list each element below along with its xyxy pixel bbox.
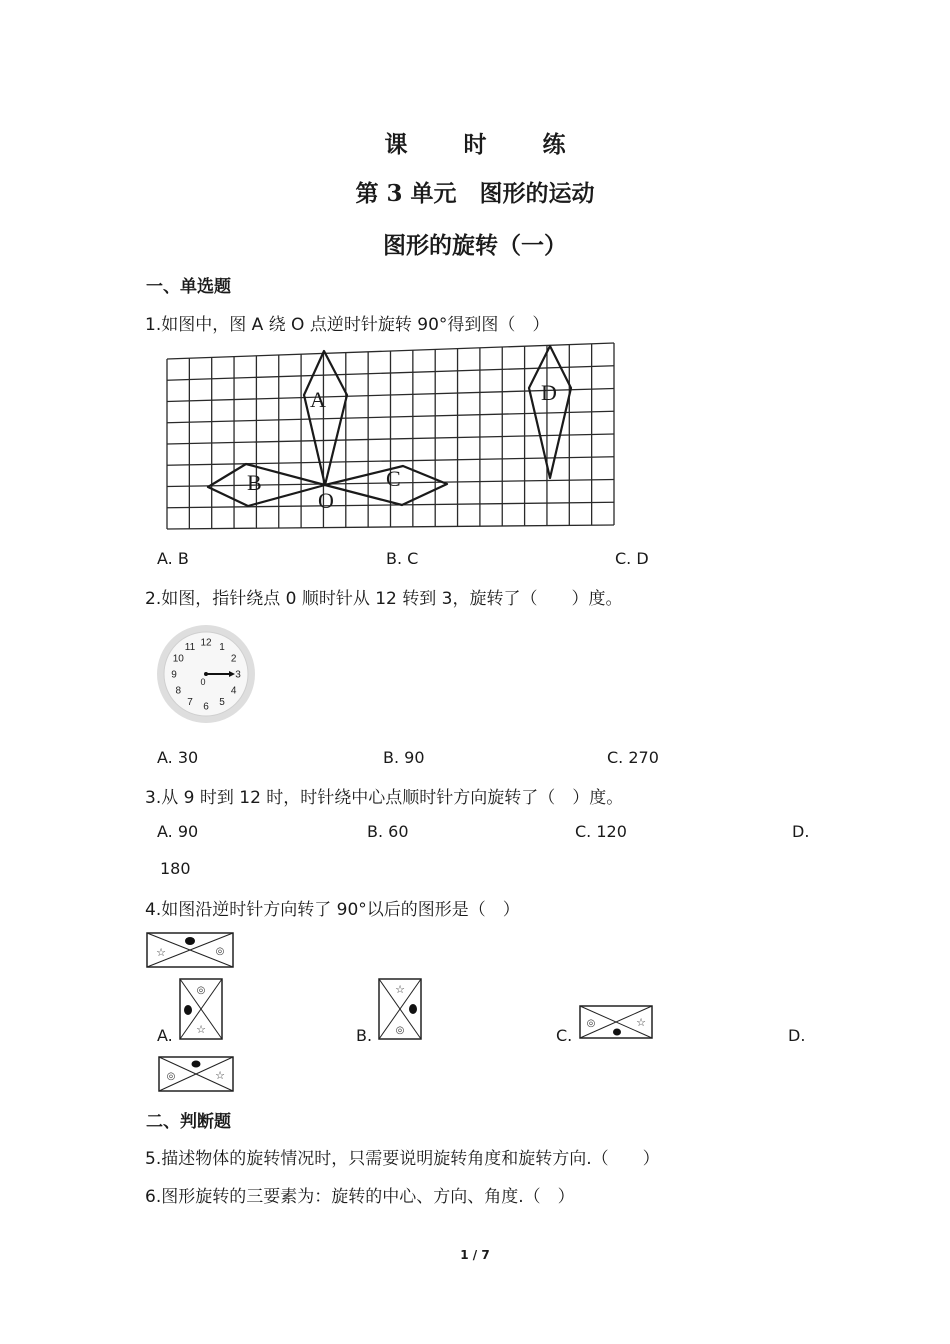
figure-label-c: C (386, 466, 401, 491)
figure-label-a: A (310, 387, 326, 412)
q4-option-d[interactable]: D. (788, 1026, 806, 1045)
shape-a (304, 351, 347, 485)
question-1-text: 1.如图中，图 A 绕 O 点逆时针旋转 90°得到图（ ） (145, 315, 550, 335)
q3-option-c[interactable]: C. 120 (575, 822, 627, 841)
star-icon: ☆ (395, 983, 405, 996)
clock-number: 10 (172, 653, 184, 665)
target-icon: ◎ (196, 985, 206, 996)
question-6-text: 6.图形旋转的三要素为：旋转的中心、方向、角度.（ ） (145, 1187, 575, 1207)
figure-label-b: B (247, 470, 262, 495)
star-icon: ☆ (196, 1023, 206, 1036)
clock-number: 8 (175, 685, 182, 697)
question-2-text: 2.如图，指针绕点 0 顺时针从 12 转到 3，旋转了（ ）度。 (145, 589, 623, 609)
q2-option-c[interactable]: C. 270 (607, 748, 659, 767)
clock-number: 7 (187, 697, 193, 709)
q2-option-b[interactable]: B. 90 (383, 748, 425, 767)
question-2-clock (156, 624, 256, 724)
target-icon: ◎ (215, 946, 225, 957)
clock-number: 9 (171, 669, 177, 681)
question-4-original-figure (146, 932, 234, 968)
page-number: 1 / 7 (460, 1248, 490, 1262)
q4-option-d-figure[interactable] (158, 1056, 234, 1092)
target-icon: ◎ (395, 1025, 405, 1036)
dot-icon (409, 1004, 417, 1014)
clock-number: 3 (235, 669, 241, 681)
q3-option-d[interactable]: D. (792, 822, 810, 841)
question-1-grid-figure (158, 340, 618, 535)
clock-number: 11 (184, 641, 196, 653)
section-single-choice: 一、单选题 (146, 277, 231, 297)
dot-icon (192, 1061, 201, 1068)
q1-option-a[interactable]: A. B (157, 549, 189, 568)
target-icon: ◎ (166, 1071, 176, 1082)
star-icon: ☆ (156, 946, 166, 959)
q4-option-c[interactable]: C. (556, 1026, 573, 1045)
q1-option-c[interactable]: C. D (615, 549, 649, 568)
question-5-text: 5.描述物体的旋转情况时，只需要说明旋转角度和旋转方向.（ ） (145, 1149, 660, 1169)
q3-option-d-value: 180 (160, 859, 191, 878)
q4-option-a-figure[interactable] (179, 978, 223, 1040)
q2-option-a[interactable]: A. 30 (157, 748, 199, 767)
clock-number: 1 (219, 641, 225, 653)
clock-number: 4 (230, 685, 237, 697)
q4-option-a[interactable]: A. (157, 1026, 173, 1045)
main-title: 课 时 练 (384, 131, 590, 158)
figure-label-o: O (318, 488, 334, 513)
dot-icon (613, 1029, 621, 1036)
question-3-text: 3.从 9 时到 12 时，时针绕中心点顺时针方向旋转了（ ）度。 (145, 788, 624, 808)
question-4-text: 4.如图沿逆时针方向转了 90°以后的图形是（ ） (145, 900, 520, 920)
clock-number: 12 (200, 637, 212, 649)
q4-option-c-figure[interactable] (579, 1005, 653, 1039)
lesson-title: 图形的旋转（一） (383, 232, 567, 259)
q4-option-b[interactable]: B. (356, 1026, 373, 1045)
q3-option-a[interactable]: A. 90 (157, 822, 199, 841)
section-true-false: 二、判断题 (146, 1112, 231, 1132)
clock-number: 6 (203, 701, 209, 713)
unit-title: 第 3 单元 图形的运动 (355, 180, 595, 207)
dot-icon (185, 937, 195, 945)
dot-icon (184, 1005, 192, 1015)
clock-center-label: 0 (200, 677, 206, 687)
target-icon: ◎ (586, 1018, 596, 1029)
q3-option-b[interactable]: B. 60 (367, 822, 409, 841)
figure-label-d: D (541, 380, 557, 405)
clock-number: 5 (219, 697, 225, 709)
q4-option-b-figure[interactable] (378, 978, 422, 1040)
clock-number: 2 (230, 653, 237, 665)
star-icon: ☆ (215, 1069, 225, 1082)
q1-option-b[interactable]: B. C (386, 549, 419, 568)
star-icon: ☆ (636, 1016, 646, 1029)
